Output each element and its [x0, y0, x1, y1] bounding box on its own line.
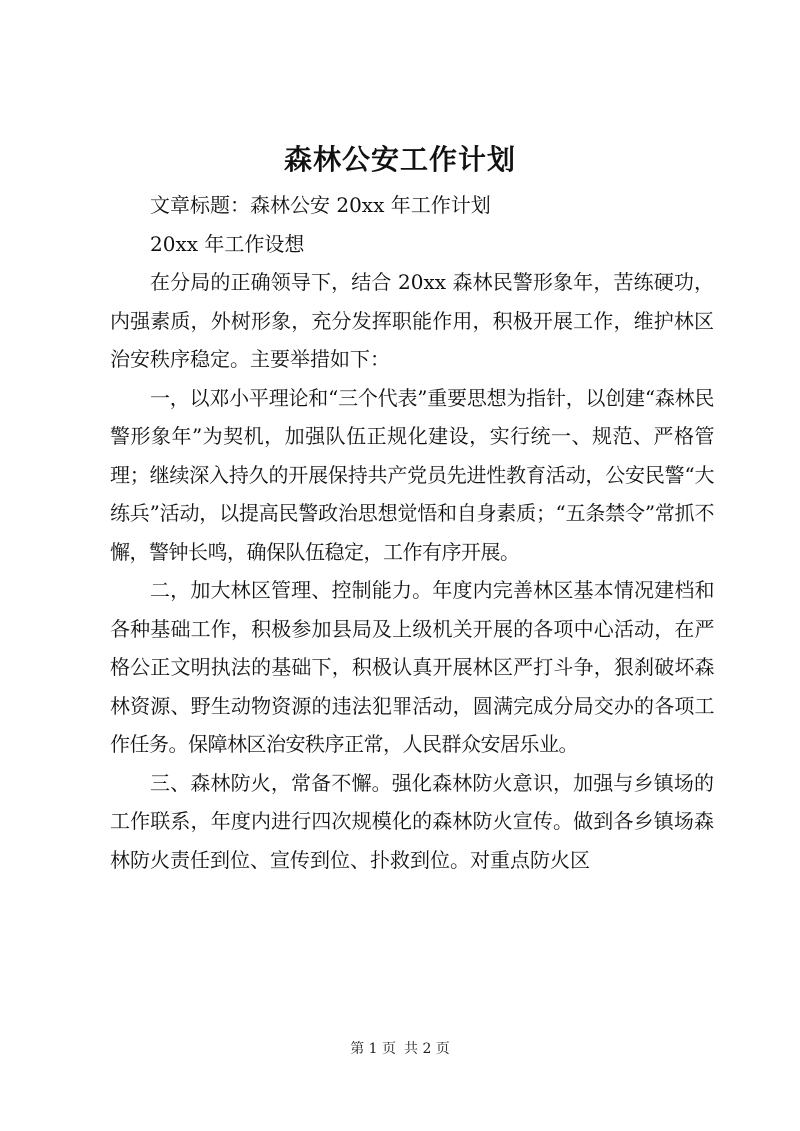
paragraph-article-heading: 文章标题：森林公安 20xx 年工作计划 — [150, 193, 491, 217]
page-total: 共 2 页 — [404, 1041, 450, 1057]
paragraph-item-two: 二，加大林区管理、控制能力。年度内完善林区基本情况建档和各种基础工作，积极参加县局及上级机关开展的各项中心活动，在严格公正文明执法的基础下，积极认真开展林区严打斗争，狠刹破坏森林资源、野生动物资源的违法犯罪活动，圆满完成分局交办的各项工作任务。保障林区治安秩序正常，人民群众安居乐业。 — [110, 578, 714, 756]
paragraph-item-three: 三、森林防火，常备不懈。强化森林防火意识，加强与乡镇场的工作联系，年度内进行四次规模化的森林防火宣传。做到各乡镇场森林防火责任到位、宣传到位、扑救到位。对重点防火区 — [110, 770, 714, 872]
document-body — [110, 186, 714, 879]
page-footer — [0, 1039, 800, 1059]
paragraph-plan-heading: 20xx 年工作设想 — [150, 231, 305, 256]
page-number: 第 1 页 — [350, 1041, 396, 1057]
paragraph-item-one: 一，以邓小平理论和“三个代表”重要思想为指针，以创建“森林民警形象年”为契机，加强队伍正规化建设，实行统一、规范、严格管理；继续深入持久的开展保持共产党员先进性教育活动，公安民警“大练兵”活动，以提高民警政治思想觉悟和自身素质；“五条禁令”常抓不懈，警钟长鸣，确保队伍稳定，工作有序开展。 — [110, 385, 714, 564]
document-title: 森林公安工作计划 — [283, 143, 516, 176]
paragraph-intro: 在分局的正确领导下，结合 20xx 森林民警形象年，苦练硬功，内强素质，外树形象，充分发挥职能作用，积极开展工作，维护林区治安秩序稳定。主要举措如下： — [110, 270, 714, 371]
